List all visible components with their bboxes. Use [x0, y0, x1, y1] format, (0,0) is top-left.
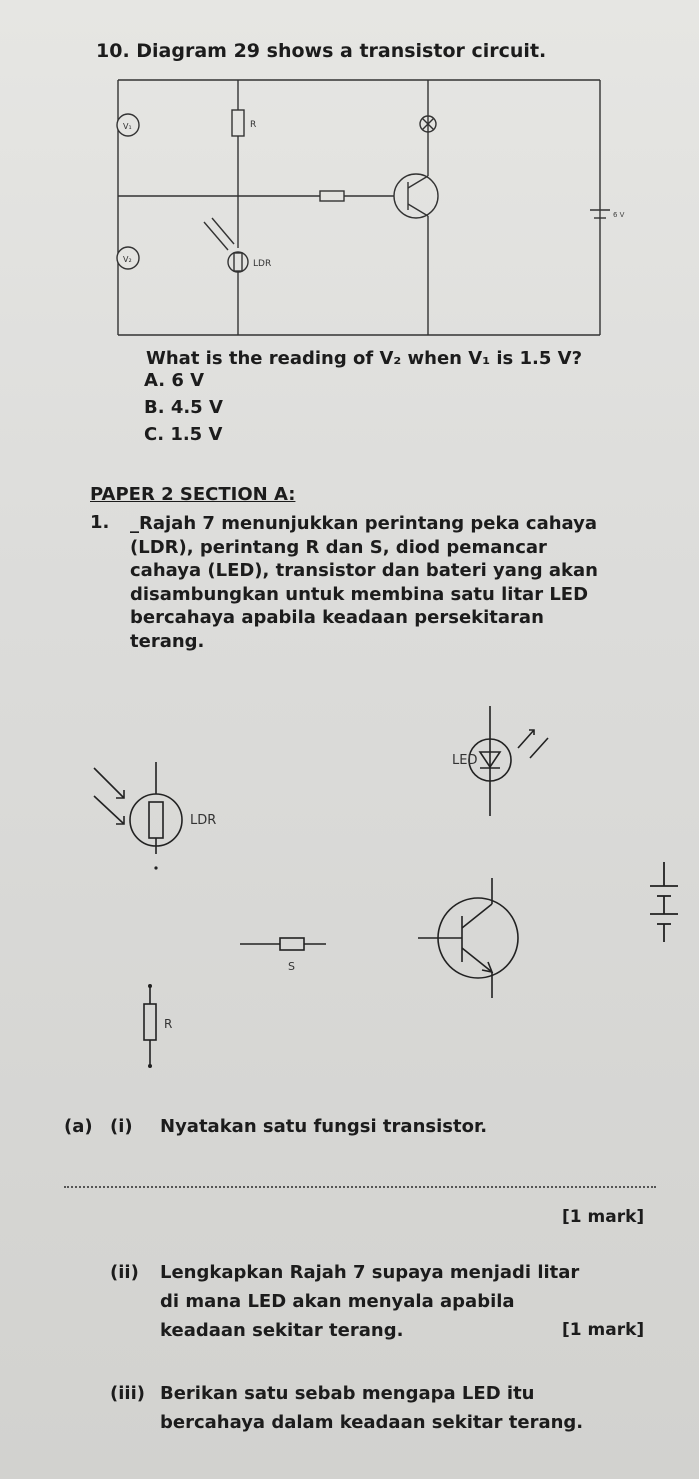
- intro-line: disambungkan untuk membina satu litar LED: [130, 583, 589, 605]
- s-label: S: [288, 960, 295, 973]
- part-a-ii-mark: [1 mark]: [562, 1320, 645, 1340]
- transistor-symbol: [412, 870, 532, 1005]
- intro-line: terang.: [130, 630, 205, 652]
- part-a-ii-line: keadaan sekitar terang.: [160, 1320, 404, 1341]
- question-1-number: 1.: [90, 512, 110, 533]
- part-a-i-text: Nyatakan satu fungsi transistor.: [160, 1116, 488, 1137]
- ldr-label: LDR: [253, 259, 272, 269]
- intro-line: (LDR), perintang R dan S, diod pemancar: [130, 536, 547, 558]
- part-a-iii-number: (iii): [110, 1383, 145, 1404]
- part-a-ii-number: (ii): [110, 1262, 139, 1283]
- section-heading: PAPER 2 SECTION A:: [90, 484, 296, 505]
- question-10-text: What is the reading of V₂ when V₁ is 1.5 V?: [146, 348, 583, 369]
- part-a-ii-line: di mana LED akan menyala apabila: [160, 1291, 515, 1312]
- ldr-symbol: [84, 756, 234, 876]
- part-a-i-number: (i): [110, 1116, 133, 1137]
- v1-label: V₁: [123, 122, 132, 131]
- part-a-i-mark: [1 mark]: [562, 1207, 645, 1227]
- transistor-circuit-diagram: [108, 72, 625, 342]
- part-a-iii-line: bercahaya dalam keadaan sekitar terang.: [160, 1412, 584, 1433]
- question-1-intro: [130, 512, 665, 653]
- part-a-ii-line: Lengkapkan Rajah 7 supaya menjadi litar: [160, 1262, 580, 1283]
- battery-symbol: [640, 856, 690, 956]
- intro-line: _Rajah 7 menunjukkan perintang peka cahaya: [130, 513, 598, 534]
- option-a: A. 6 V: [144, 370, 205, 391]
- ldr-symbol-label: LDR: [190, 813, 217, 828]
- question-10-title: 10. Diagram 29 shows a transistor circuit.: [96, 40, 547, 62]
- resistor-r-symbol: [132, 976, 182, 1076]
- option-c: C. 1.5 V: [144, 424, 223, 445]
- intro-line: cahaya (LED), transistor dan bateri yang akan: [130, 560, 598, 581]
- led-label: LED: [452, 753, 478, 768]
- part-a-label: (a): [64, 1116, 93, 1137]
- resistor-s-symbol: [236, 930, 336, 980]
- led-symbol: [450, 700, 560, 820]
- option-b: B. 4.5 V: [144, 397, 223, 418]
- answer-line[interactable]: [64, 1186, 656, 1188]
- v2-label: V₂: [123, 255, 132, 264]
- intro-line: bercahaya apabila keadaan persekitaran: [130, 607, 544, 628]
- r-component-label: R: [164, 1017, 173, 1031]
- battery-label: 6 V: [613, 211, 625, 219]
- r-label: R: [250, 120, 257, 130]
- part-a-iii-line: Berikan satu sebab mengapa LED itu: [160, 1383, 535, 1404]
